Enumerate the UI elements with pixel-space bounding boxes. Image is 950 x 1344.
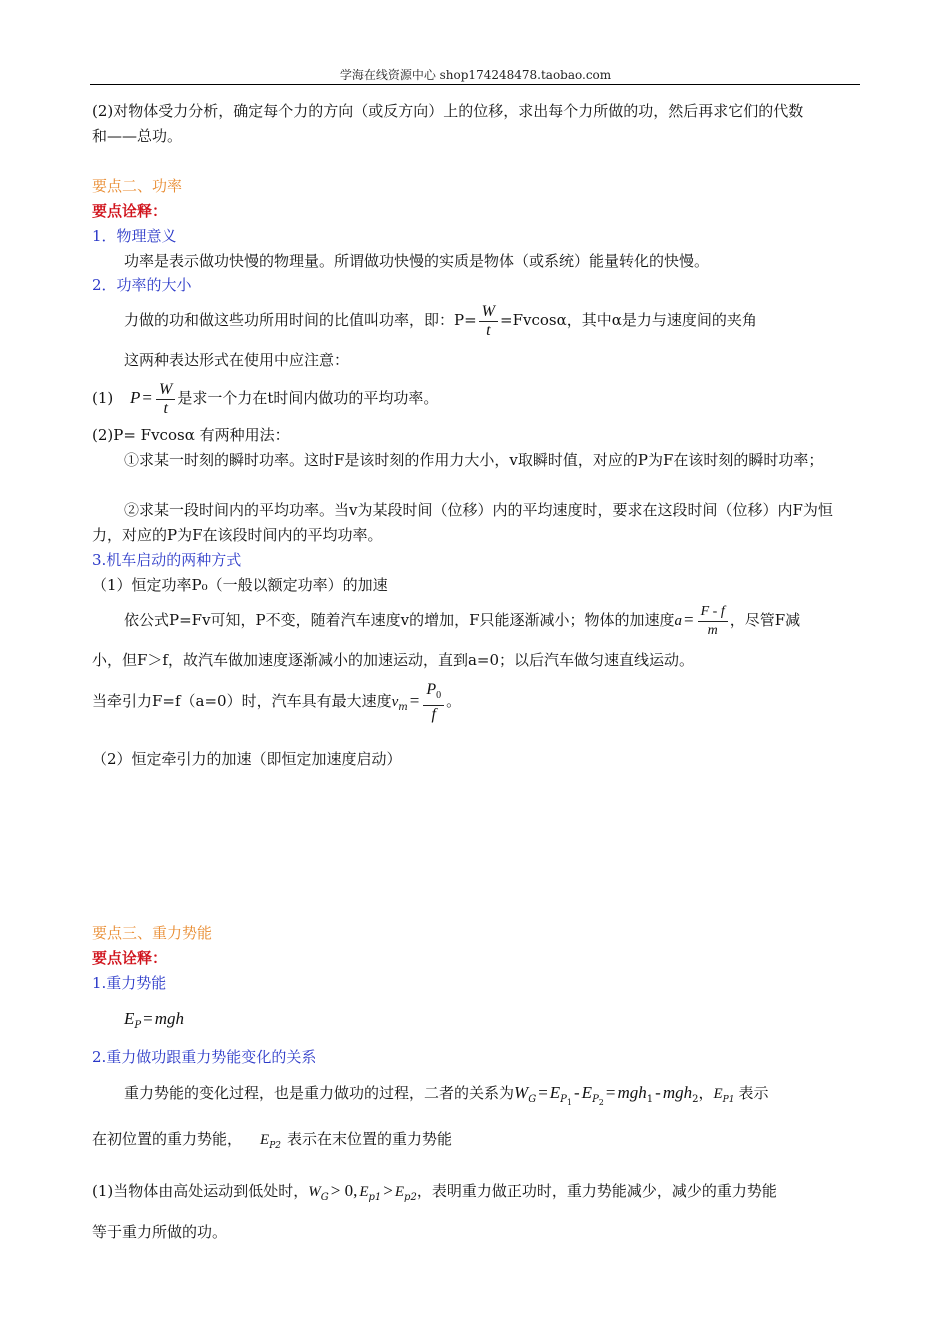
ep1-symbol: E xyxy=(713,1086,723,1102)
formula1-line xyxy=(92,376,860,420)
case1-text-b: ，表明重力做正功时，重力势能减少，减少的重力势能 xyxy=(416,1182,777,1200)
case1-gt2: > xyxy=(383,1181,393,1200)
item3-para1-line1 xyxy=(92,600,892,641)
section2-item1-text: 功率是表示做功快慢的物理量。所谓做功快慢的实质是物体（或系统）能量转化的快慢。 xyxy=(124,252,710,270)
relation-text-c: 表示 xyxy=(738,1084,769,1102)
case1-line2: 等于重力所做的功。 xyxy=(92,1223,228,1241)
fraction-numerator: W xyxy=(156,381,175,400)
rel-m2: mgh xyxy=(662,1083,693,1102)
item3-para1-line2: 小，但F＞f，故汽车做加速度逐渐减小的加速运动，直到a=0；以后汽车做匀速直线运动。 xyxy=(92,651,695,669)
rel-m1-sub: 1 xyxy=(646,1094,654,1105)
rel-m2-sub: 2 xyxy=(692,1094,699,1105)
rel-minus2: - xyxy=(655,1083,661,1102)
rel-e1: E xyxy=(549,1083,561,1102)
item3-para2-text-b: 。 xyxy=(446,692,462,710)
rel-m1: mgh xyxy=(617,1083,647,1102)
formula1-fraction xyxy=(156,381,175,418)
fraction-denominator: f xyxy=(431,705,436,723)
case1-w-sub: G xyxy=(320,1192,329,1203)
item3-para1-text-a: 依公式P=Fv可知，P不变，随着汽车速度v的增加，F只能逐渐减小；物体的加速度 xyxy=(124,611,675,629)
usage-note: 这两种表达形式在使用中应注意： xyxy=(124,351,350,369)
ep-formula xyxy=(92,1006,892,1038)
power-definition-text-b: =Fvcosα，其中α是力与速度间的夹角 xyxy=(500,311,757,329)
vmax-num-sub: 0 xyxy=(436,689,442,701)
relation-text-b: ， xyxy=(698,1084,714,1102)
section2-item3-title: 3.机车启动的两种方式 xyxy=(92,551,242,569)
fraction-denominator: t xyxy=(486,321,491,339)
work-energy-relation-line2 xyxy=(92,1122,860,1163)
case1-e2: E xyxy=(394,1184,405,1200)
relation-text-e: 表示在末位置的重力势能 xyxy=(286,1130,452,1148)
section3-item1-title: 1.重力势能 xyxy=(92,974,167,992)
rel-e2-subsub: 2 xyxy=(598,1098,604,1107)
fraction-denominator: t xyxy=(163,399,168,417)
fraction-numerator: W xyxy=(479,303,498,322)
section2-item2-title: 2．功率的大小 xyxy=(92,276,192,294)
item3-subtitle2: （2）恒定牵引力的加速（即恒定加速度启动） xyxy=(92,750,402,768)
item3-subtitle1: （1）恒定功率P₀（一般以额定功率）的加速 xyxy=(92,576,388,594)
work-energy-relation-line1 xyxy=(92,1073,892,1123)
case1-e1: E xyxy=(359,1184,369,1200)
ep-eq: = xyxy=(143,1009,153,1028)
intro-line-1: (2)对物体受力分析，确定每个力的方向（或反方向）上的位移，求出每个力所做的功，然后再求它们的代数 xyxy=(92,102,804,120)
formula1-eq: = xyxy=(142,388,153,407)
item3-para2 xyxy=(92,679,860,730)
formula1-text: 是求一个力在t时间内做功的平均功率。 xyxy=(177,389,439,407)
section2-title: 要点二、功率 xyxy=(92,177,183,195)
fraction-numerator xyxy=(423,681,444,706)
ep1-sub: P1 xyxy=(722,1095,735,1105)
vmax-sub: m xyxy=(398,702,408,713)
rel-w: W xyxy=(514,1083,529,1102)
rel-e1-sub: P xyxy=(560,1094,567,1105)
case1-w: W xyxy=(308,1184,321,1200)
accel-lhs: a xyxy=(674,613,683,629)
ep-sub: P xyxy=(134,1020,142,1031)
vmax-num: P xyxy=(426,680,437,698)
accel-eq: = xyxy=(684,610,694,629)
ep-rhs: mgh xyxy=(154,1009,184,1028)
relation-text-d: 在初位置的重力势能， xyxy=(92,1130,243,1148)
section2-label: 要点诠释： xyxy=(92,202,168,220)
case1-line1 xyxy=(92,1173,860,1216)
rel-e2: E xyxy=(581,1083,593,1102)
rel-e1-subsub: 1 xyxy=(566,1098,572,1107)
vmax-lhs: v xyxy=(391,694,399,710)
vmax-fraction xyxy=(423,681,444,724)
case1-gt1: > 0, xyxy=(330,1181,358,1200)
vmax-eq: = xyxy=(409,691,420,710)
ep-lhs: E xyxy=(124,1009,135,1028)
rel-e2-sub: P xyxy=(592,1094,599,1105)
fraction-denominator: m xyxy=(707,622,718,638)
section3-title: 要点三、重力势能 xyxy=(92,924,213,942)
rel-w-sub: G xyxy=(528,1094,537,1105)
item3-para2-text-a: 当牵引力F=f（a=0）时，汽车具有最大速度 xyxy=(92,692,392,710)
formula1-lhs: P xyxy=(130,388,141,407)
power-definition-text-a: 力做的功和做这些功所用时间的比值叫功率，即：P= xyxy=(124,311,477,329)
ep2-sub: P2 xyxy=(269,1141,281,1151)
rel-minus1: - xyxy=(574,1083,580,1102)
fraction-numerator: F - f xyxy=(698,603,728,622)
item3-para1-text-b: ，尽管F减 xyxy=(729,611,801,629)
accel-fraction xyxy=(698,603,728,640)
section3-item2-title: 2.重力做功跟重力势能变化的关系 xyxy=(92,1048,317,1066)
formula1-prefix: (1) xyxy=(92,389,114,407)
power-definition xyxy=(92,300,892,340)
header-rule xyxy=(90,84,860,85)
formula2-usage2: ②求某一段时间内的平均功率。当v为某段时间（位移）内的平均速度时，要求在这段时间（位移）内F为恒力，对应的P为F在该段时间内的平均功率。 xyxy=(92,501,833,544)
formula2-usage1: ①求某一时刻的瞬时功率。这时F是该时刻的作用力大小，v取瞬时值，对应的P为F在该时刻的瞬时功率； xyxy=(124,451,824,469)
ep2-symbol: E xyxy=(260,1132,270,1148)
case1-e1-sub: p1 xyxy=(368,1192,382,1203)
page-header: 学海在线资源中心 shop174248478.taobao.com xyxy=(339,68,612,82)
case1-e2-sub: p2 xyxy=(404,1192,417,1203)
rel-eq2: = xyxy=(605,1083,616,1102)
case1-text-a: (1)当物体由高处运动到低处时， xyxy=(92,1182,309,1200)
rel-eq1: = xyxy=(538,1083,548,1102)
relation-text-a: 重力势能的变化过程，也是重力做功的过程，二者的关系为 xyxy=(124,1084,515,1102)
section2-item1-title: 1．物理意义 xyxy=(92,227,177,245)
intro-line-2: 和——总功。 xyxy=(92,127,183,145)
section3-label: 要点诠释： xyxy=(92,949,168,967)
formula2-text: (2)P= Fvcosα 有两种用法： xyxy=(92,426,290,444)
w-over-t-fraction xyxy=(479,303,498,340)
